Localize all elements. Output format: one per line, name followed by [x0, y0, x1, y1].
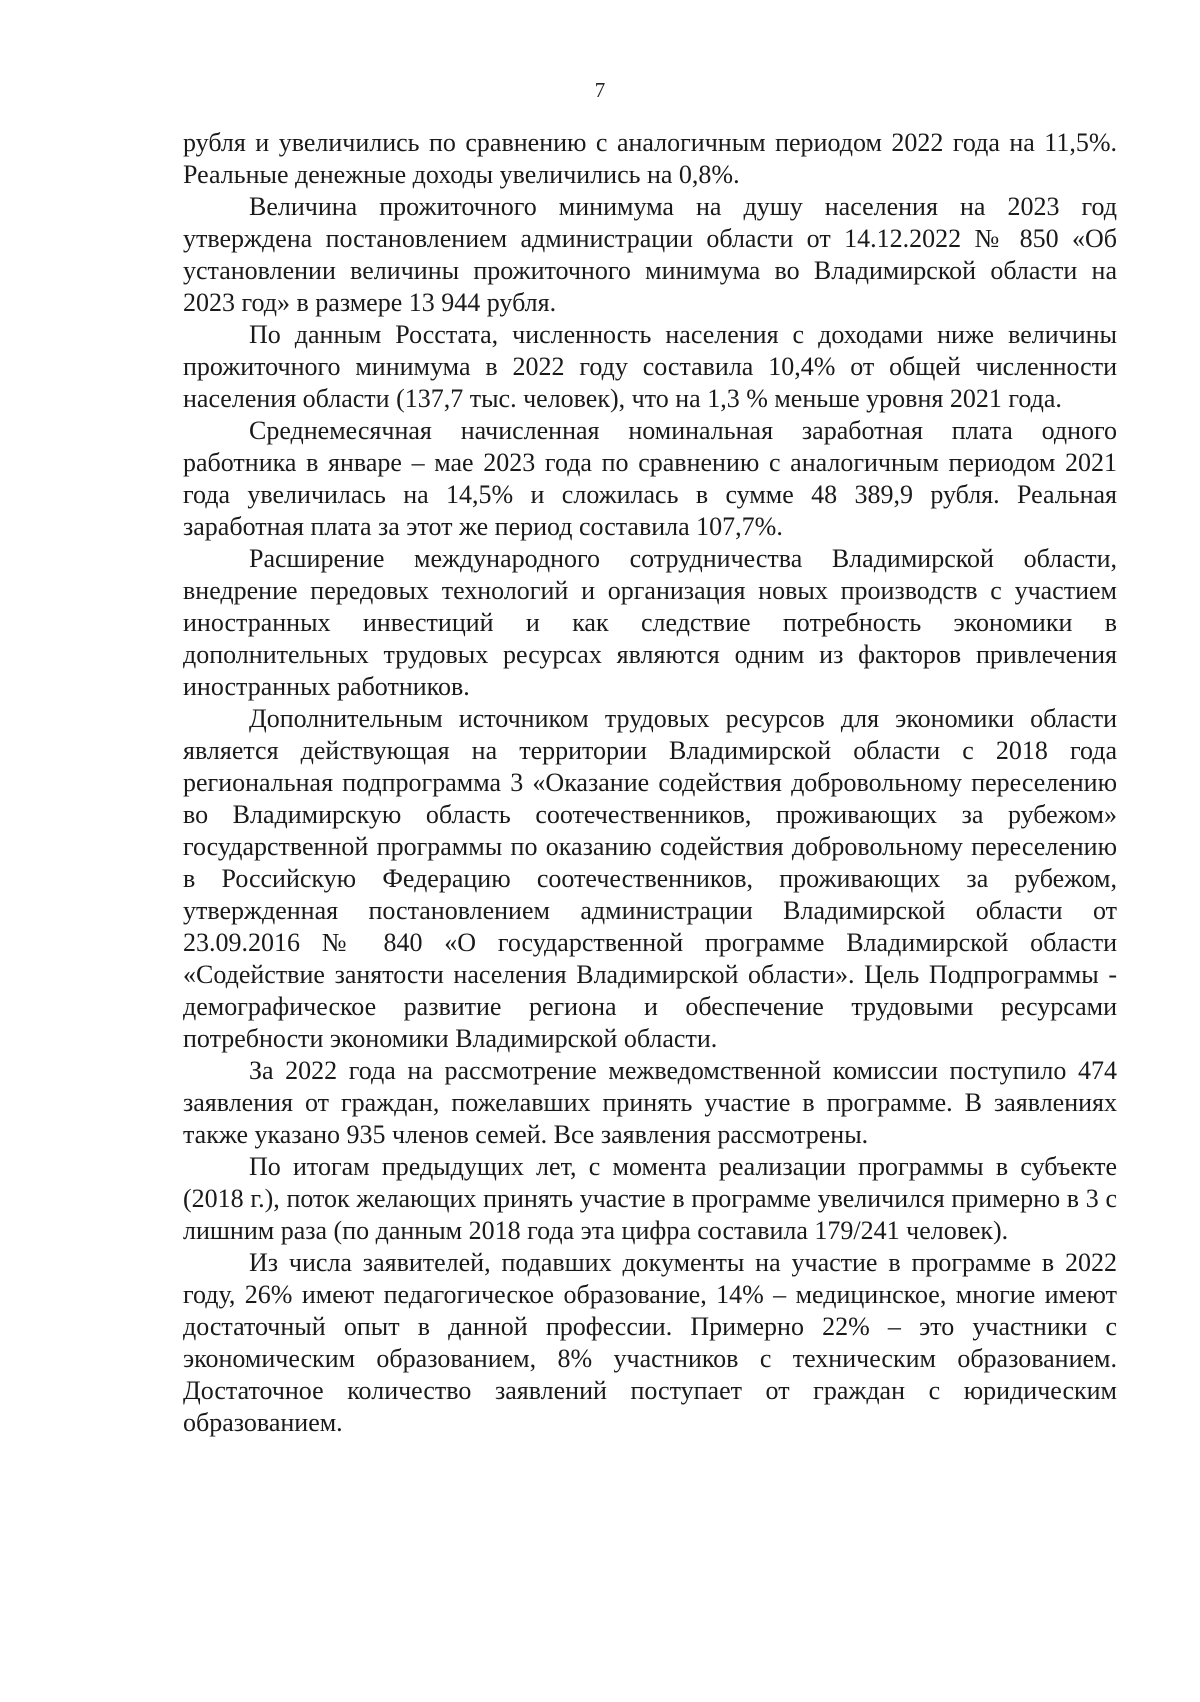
page-number: 7 [594, 78, 606, 102]
paragraph-applicant-education: Из числа заявителей, подавших документы на участие в программе в 2022 году, 26% имеют педагогическое образование, 14% – медицинское, многие имеют достаточный опыт в данной профессии. Примерно 22% – это участники с экономическим образованием, 8% участников с техническим образованием. Достаточное количество заявлений поступает от граждан с юридическим образованием. [183, 1248, 1117, 1437]
paragraph-international-cooperation: Расширение международного сотрудничества Владимирской области, внедрение передовых технологий и организация новых производств с участием иностранных инвестиций и как следствие потребность экономики в дополнительных трудовых ресурсах являются одним из факторов привлечения иностранных работников. [183, 544, 1117, 701]
paragraph-resettlement-subprogram: Дополнительным источником трудовых ресурсов для экономики области является действующая на территории Владимирской области с 2018 года региональная подпрограмма 3 «Оказание содействия добровольному переселению во Владимирскую область соотечественников, проживающих за рубежом» государственной программы по оказанию содействия добровольному переселению в Российскую Федерацию соотечественников, проживающих за рубежом, утвержденная постановлением администрации Владимирской области от 23.09.2016 № 840 «О государственной программе Владимирской области «Содействие занятости населения Владимирской области». Цель Подпрограммы - демографическое развитие региона и обеспечение трудовыми ресурсами потребности экономики Владимирской области. [183, 704, 1117, 1053]
paragraph-previous-years: По итогам предыдущих лет, с момента реализации программы в субъекте (2018 г.), поток желающих принять участие в программе увеличился примерно в 3 с лишним раза (по данным 2018 года эта цифра составила 179/241 человек). [183, 1152, 1117, 1245]
paragraph-applications-2022: За 2022 года на рассмотрение межведомственной комиссии поступило 474 заявления от граждан, пожелавших принять участие в программе. В заявлениях также указано 935 членов семей. Все заявления рассмотрены. [183, 1056, 1117, 1149]
paragraph-rosstat-poverty: По данным Росстата, численность населения с доходами ниже величины прожиточного минимума в 2022 году составила 10,4% от общей численности населения области (137,7 тыс. человек), что на 1,3 % меньше уровня 2021 года. [183, 320, 1117, 413]
paragraph-income-continuation: рубля и увеличились по сравнению с аналогичным периодом 2022 года на 11,5%. Реальные денежные доходы увеличились на 0,8%. [183, 128, 1117, 189]
document-body [183, 127, 1117, 1439]
paragraph-subsistence-minimum: Величина прожиточного минимума на душу населения на 2023 год утверждена постановлением администрации области от 14.12.2022 № 850 «Об установлении величины прожиточного минимума во Владимирской области на 2023 год» в размере 13 944 рубля. [183, 192, 1117, 317]
paragraph-average-salary: Среднемесячная начисленная номинальная заработная плата одного работника в январе – мае 2023 года по сравнению с аналогичным периодом 2021 года увеличилась на 14,5% и сложилась в сумме 48 389,9 рубля. Реальная заработная плата за этот же период составила 107,7%. [183, 416, 1117, 541]
